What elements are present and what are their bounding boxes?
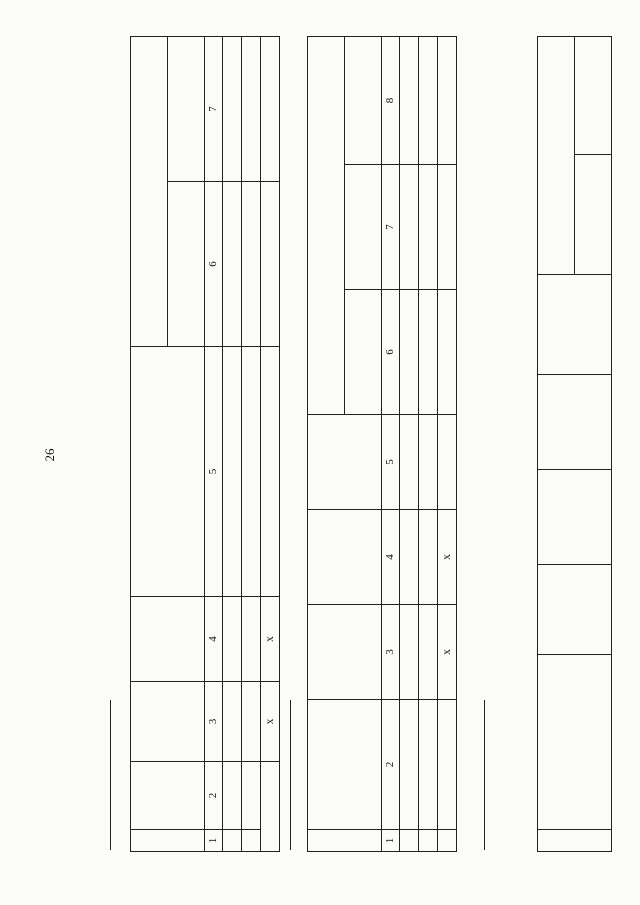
table-one [130,36,280,852]
itogo-cell [438,165,457,290]
table-cell [223,37,242,182]
header-no [538,830,612,852]
header-payment-count [308,510,382,605]
column-number: 3 [205,682,223,762]
table-three [537,36,612,852]
table-cell [400,36,419,164]
table-cell [242,182,261,347]
kod-label-two [276,700,294,858]
header-pdd [345,36,382,164]
table-cell [419,830,438,852]
table-cell [419,165,438,290]
kod-label-three [470,700,488,858]
table-cell [419,290,438,415]
header-payment-size [131,682,205,762]
header-in-that [131,37,168,347]
itogo-cell [438,290,457,415]
table-cell [223,830,242,852]
kod-blank-line [110,700,111,850]
itogo-cell [438,36,457,164]
itogo-cell: x [261,597,280,682]
table-two [307,36,457,852]
itogo-cell [261,37,280,182]
header-total-sum [308,415,382,510]
table-cell [242,347,261,597]
table-cell [400,165,419,290]
header-pdd [168,37,205,182]
itogo-cell [438,415,457,510]
table-cell [419,700,438,830]
kod-blank-line [290,700,291,850]
header-name [131,762,205,830]
column-number: 4 [205,597,223,682]
column-number: 8 [382,36,400,164]
table-cell [223,762,242,830]
header-no [131,830,205,852]
header-sum [538,275,612,375]
header-in-that [538,37,575,275]
table-cell [242,762,261,830]
table-cell [419,36,438,164]
column-number: 2 [205,762,223,830]
column-number: 2 [382,700,400,830]
table-cell [242,830,261,852]
kod-blank-line [484,700,485,850]
column-number: 4 [382,510,400,605]
column-number: 6 [205,182,223,347]
table-cell [400,830,419,852]
table-cell [419,415,438,510]
itogo-cell [438,830,457,852]
table-cell [223,597,242,682]
itogo-cell [261,347,280,597]
header-payment-size [308,605,382,700]
column-number: 5 [205,347,223,597]
column-number: 1 [205,830,223,852]
itogo-cell: x [438,605,457,700]
header-payment-count [131,597,205,682]
column-number: 5 [382,415,400,510]
table-cell [419,510,438,605]
table-cell [223,182,242,347]
table-cell [400,290,419,415]
column-number: 1 [382,830,400,852]
header-subsidy-gz [168,182,205,347]
header-total-sum [131,347,205,597]
table-cell [400,605,419,700]
table-cell [242,37,261,182]
table-cell [400,700,419,830]
page-number: 26 [42,448,57,462]
header-unit-cost [538,375,612,470]
itogo-cell [261,182,280,347]
header-subsidy-gz [575,155,612,275]
header-payments-per-year [538,470,612,565]
table-cell [223,347,242,597]
header-expense-name [538,655,612,830]
header-in-that [308,36,345,414]
table-cell [400,415,419,510]
column-number: 7 [205,37,223,182]
header-no [308,830,382,852]
header-number-count [538,565,612,655]
itogo-cell: x [261,682,280,762]
itogo-cell: x [438,510,457,605]
header-subsidy-gz [345,290,382,415]
table-cell [223,682,242,762]
table-cell [419,605,438,700]
table-cell [242,597,261,682]
column-number: 3 [382,605,400,700]
header-indicator-name [308,700,382,830]
header-pdd [575,37,612,155]
column-number: 7 [382,165,400,290]
table-cell [242,682,261,762]
header-subsidy-ic [345,165,382,290]
table-cell [400,510,419,605]
itogo-label [438,700,457,830]
column-number: 6 [382,290,400,415]
kod-label-one [96,700,114,858]
